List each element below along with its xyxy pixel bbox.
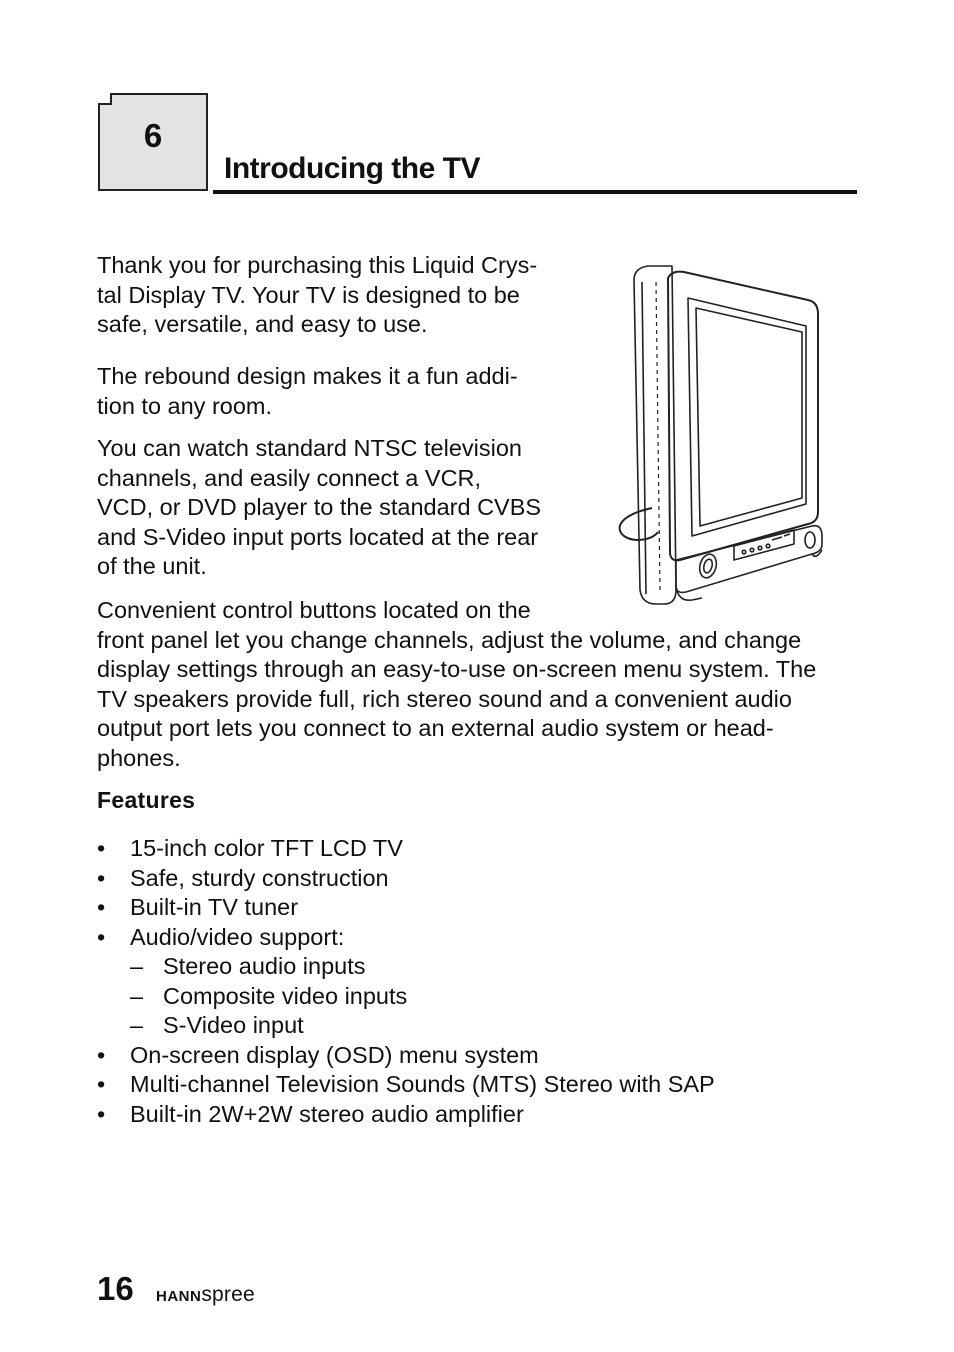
features-heading: Features [97,787,196,813]
feature-item: • On-screen display (OSD) menu system [97,1041,857,1071]
feature-subitem: – Composite video inputs [97,982,857,1012]
chapter-number: 6 [143,117,163,154]
intro-paragraph-1: Thank you for purchasing this Liquid Crys- tal Display TV. Your TV is designed to be safe, versatile, and easy to use. [97,252,538,337]
title-underline [213,190,857,194]
intro-paragraph-4: Convenient control buttons located on the front panel let you change channels, adjust the volume, and change display settings through an easy-to-use on-screen menu system. The TV speakers provide full, rich stereo sound and a convenient audio output port lets you connect to an external audio system or head- phones. [97,597,817,771]
feature-item: • Safe, sturdy construction [97,864,857,894]
feature-item: • 15-inch color TFT LCD TV [97,834,857,864]
feature-item: • Multi-channel Television Sounds (MTS) Stereo with SAP [97,1070,857,1100]
chapter-tab-notch [98,93,112,105]
features-list [97,834,857,1129]
chapter-tab-border [110,93,208,95]
feature-item: • Built-in 2W+2W stereo audio amplifier [97,1100,857,1130]
feature-subitem: – Stereo audio inputs [97,952,857,982]
feature-subitem: – S-Video input [97,1011,857,1041]
brand-logo-light: spree [201,1283,255,1306]
brand-logo-bold: HANN [156,1288,202,1305]
feature-item: • Built-in TV tuner [97,893,857,923]
intro-paragraph-2: The rebound design makes it a fun addi- tion to any room. [97,363,518,419]
lcd-tv-icon [612,260,844,610]
intro-paragraph-3: You can watch standard NTSC television channels, and easily connect a VCR, VCD, or DVD player to the standard CVBS and S-Video input ports located at the rear of the unit. [97,435,542,579]
page-number: 16 [97,1270,134,1307]
chapter-tab [98,93,208,191]
feature-item: • Audio/video support: [97,923,857,953]
chapter-title: Introducing the TV [224,152,480,185]
brand-logo [156,1283,255,1307]
